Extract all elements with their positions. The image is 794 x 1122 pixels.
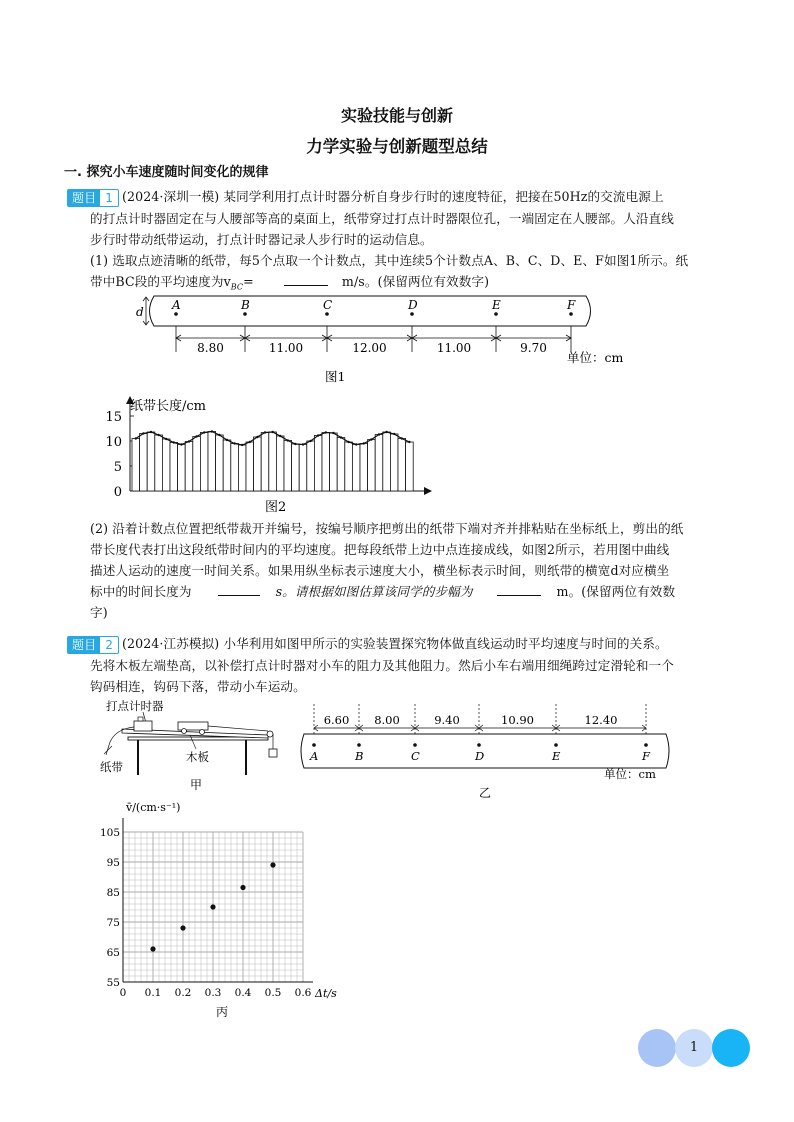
tape-point-label: F — [642, 749, 650, 763]
answer-blank[interactable] — [284, 272, 328, 286]
tape-point — [413, 743, 417, 747]
tape-point — [477, 743, 481, 747]
tape-point — [554, 743, 558, 747]
q1-p2-line3: 描述人运动的速度一时间关系。如果用纵坐标表示速度大小，横坐标表示时间，则纸带的横宽d对应横坐 — [90, 563, 670, 578]
bar — [330, 433, 338, 491]
bar — [261, 433, 269, 492]
bar — [193, 437, 201, 492]
bar — [178, 445, 186, 492]
data-point — [150, 946, 155, 951]
bar — [208, 432, 216, 492]
figure-2-caption: 图2 — [265, 500, 287, 515]
q1-line3: 步行时带动纸带运动，打点计时器记录人步行时的运动信息。 — [90, 232, 433, 247]
bar — [284, 441, 292, 492]
bar — [375, 435, 383, 492]
bar — [299, 445, 307, 492]
bar — [398, 439, 406, 492]
tape-point — [357, 743, 361, 747]
figure-1-caption: 图1 — [325, 369, 346, 384]
tape-point-label: D — [475, 749, 485, 763]
unit-label: 单位：cm — [567, 350, 624, 365]
bar — [307, 441, 315, 491]
tape-point — [243, 312, 247, 316]
tape-point-label: C — [411, 749, 420, 763]
bar — [368, 440, 376, 492]
segment-length: 12.40 — [584, 713, 618, 727]
figure-bing-xlabel: Δt/s — [315, 987, 337, 1000]
page-title: 实验技能与创新 — [340, 106, 453, 125]
bar — [292, 444, 300, 491]
q2-tag: 题目 2 — [67, 636, 119, 654]
segment-length: 8.80 — [197, 341, 224, 355]
figure-1-tape — [130, 294, 650, 386]
tape-point — [174, 312, 178, 316]
bar — [147, 432, 155, 491]
figure-2-chart — [100, 392, 440, 516]
x-tick-label: 0.1 — [144, 987, 162, 999]
data-point — [180, 925, 185, 930]
y-tick-label: 95 — [106, 857, 120, 869]
bar — [185, 442, 193, 492]
q2-line1: 题目 2 (2024·江苏模拟) 小华利用如图甲所示的实验装置探究物体做直线运动时平均速度与时间的关系。 — [67, 633, 668, 654]
q1-p2-line5: 字) — [90, 605, 108, 620]
segment-length: 8.00 — [374, 713, 400, 727]
x-tick-label: 0.5 — [264, 987, 282, 999]
q1-line5: 带中BC段的平均速度为$v_{BC}= m/s$。(保留两位有效数字) — [90, 274, 490, 292]
page-subtitle: 力学实验与创新题型总结 — [306, 137, 488, 156]
tape-point-label: B — [355, 749, 364, 763]
x-tick-label: 0 — [119, 987, 127, 999]
segment-length: 9.40 — [434, 713, 460, 727]
bar — [383, 432, 391, 491]
bar — [352, 445, 360, 492]
segment-length: 11.00 — [268, 341, 304, 355]
tape-point-label: C — [323, 298, 333, 312]
bar — [231, 444, 239, 492]
tape-point-label: A — [310, 749, 319, 763]
data-point — [270, 862, 275, 867]
x-tick-label: 0.2 — [174, 987, 192, 999]
data-point — [210, 904, 215, 909]
q1-p2-line2: 带长度代表打出这段纸带时间内的平均速度。把每段纸带上边中点连接成线，如图2所示，若用图中曲线 — [90, 542, 670, 557]
q1-line2: 的打点计时器固定在与人腰部等高的桌面上，纸带穿过打点计时器限位孔，一端固定在人腰部。人沿直线 — [90, 211, 674, 226]
bar — [132, 439, 140, 492]
bar — [322, 433, 330, 492]
q1-line4: (1) 选取点迹清晰的纸带，每5个点取一个计数点，其中连续5个计数点A、B、C、D、E、F如图1所示。纸 — [90, 253, 689, 268]
figure-bing-ylabel: v̄/(cm·s⁻¹) — [126, 801, 181, 814]
q2-line3: 钩码相连，钩码下落，带动小车运动。 — [90, 679, 306, 694]
bar — [200, 433, 208, 492]
y-tick-label: 5 — [113, 460, 122, 475]
figure-jia-caption: 甲 — [190, 778, 203, 792]
segment-length: 10.90 — [501, 713, 534, 727]
bar — [360, 444, 368, 492]
y-tick-label: 85 — [106, 887, 120, 899]
bar — [254, 437, 262, 491]
bar — [223, 440, 231, 491]
figure-bing-chart — [92, 800, 352, 1025]
segment-length: 12.00 — [352, 341, 387, 355]
tape-point — [325, 312, 329, 316]
bar — [216, 435, 224, 491]
bar — [314, 436, 322, 492]
section-heading: 一. 探究小车速度随时间变化的规律 — [64, 165, 269, 180]
page-number-badge: 1 — [675, 1029, 713, 1067]
timer-label: 打点计时器 — [106, 699, 164, 713]
tape-point-label: B — [241, 298, 250, 312]
figure-2-ylabel: 纸带长度/cm — [130, 399, 206, 414]
tape-point-label: F — [567, 298, 576, 312]
q1-p2-line4: 标中的时间长度为 s。请根据如图估算该同学的步幅为 m。(保留两位有效数 — [90, 584, 676, 599]
tape-point — [569, 312, 573, 316]
tape-point — [410, 312, 414, 316]
data-point — [240, 885, 245, 890]
q2-line2: 先将木板左端垫高，以补偿打点计时器对小车的阻力及其他阻力。然后小车右端用细绳跨过定滑轮和一个 — [90, 658, 674, 673]
y-tick-label: 15 — [105, 410, 122, 425]
figure-apparatus — [98, 697, 288, 797]
bar — [269, 432, 277, 491]
bar — [276, 436, 284, 491]
tape-point — [494, 312, 498, 316]
tape-label: 纸带 — [100, 760, 123, 774]
x-tick-label: 0.4 — [234, 987, 252, 999]
y-tick-label: 55 — [106, 977, 120, 989]
bar — [345, 442, 353, 491]
bar — [155, 435, 163, 491]
y-tick-label: 75 — [106, 917, 120, 929]
bar — [246, 442, 254, 491]
answer-blank[interactable] — [218, 582, 260, 596]
x-axis-arrow — [424, 487, 432, 495]
y-tick-label: 0 — [113, 485, 122, 500]
bar — [140, 434, 148, 492]
segment-length: 11.00 — [436, 341, 472, 355]
figure-yi-caption: 乙 — [479, 786, 492, 800]
unit-label: 单位：cm — [604, 767, 656, 781]
q1-p2-line1: (2) 沿着计数点位置把纸带裁开并编号，按编号顺序把剪出的纸带下端对齐并排粘贴在坐标纸上，剪出的纸 — [90, 521, 684, 536]
tape-point-label: E — [552, 749, 561, 763]
q1-tag: 题目 1 — [67, 189, 119, 207]
bar — [238, 445, 246, 491]
segment-length: 9.70 — [520, 341, 547, 355]
bar — [337, 438, 345, 492]
x-tick-label: 0.6 — [294, 987, 312, 999]
figure-bing-caption: 丙 — [216, 1005, 229, 1019]
q1-line1: 题目 1 (2024·深圳一模) 某同学利用打点计时器分析自身步行时的速度特征，把接在50Hz的交流电源上 — [67, 186, 664, 207]
page-decoration-left — [638, 1029, 676, 1067]
board-label: 木板 — [186, 750, 209, 764]
page-decoration-right — [712, 1029, 750, 1067]
x-tick-label: 0.3 — [204, 987, 222, 999]
figure-yi-tape — [294, 702, 679, 800]
y-tick-label: 105 — [99, 827, 120, 839]
bar — [406, 442, 414, 491]
answer-blank[interactable] — [497, 582, 541, 596]
tape-point — [644, 743, 648, 747]
bar — [170, 443, 178, 492]
y-tick-label: 65 — [106, 947, 120, 959]
segment-length: 6.60 — [323, 713, 350, 727]
tape-point — [312, 743, 316, 747]
d-label: d — [136, 305, 144, 319]
y-tick-label: 10 — [105, 435, 122, 450]
tape-point-label: A — [172, 298, 181, 312]
bar — [162, 439, 170, 491]
tape-point-label: D — [408, 298, 418, 312]
bar — [390, 434, 398, 491]
tape-point-label: E — [492, 298, 501, 312]
